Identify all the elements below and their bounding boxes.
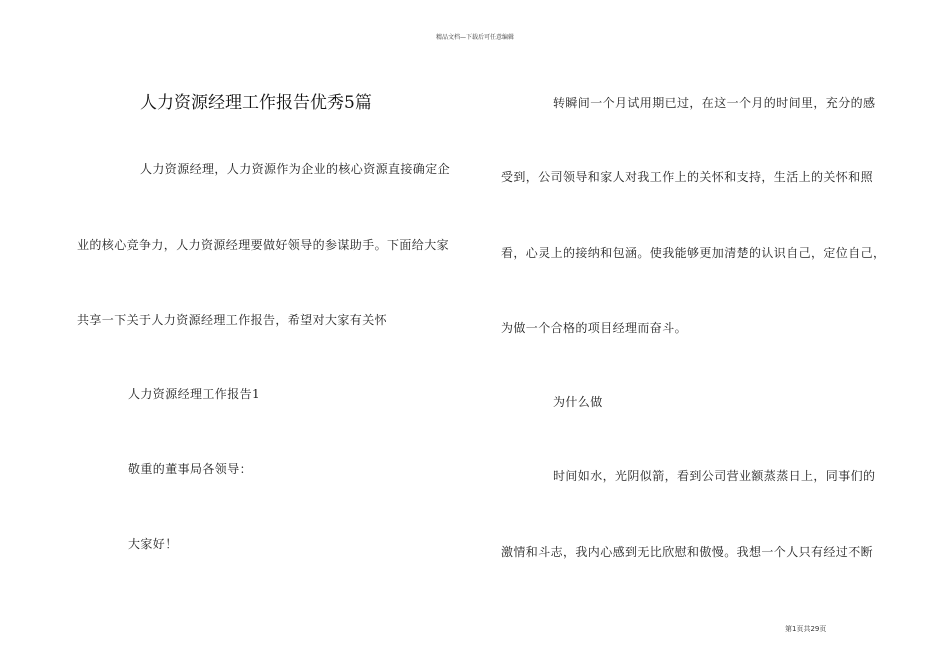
right-paragraph-line-5: 时间如水，光阴似箭，看到公司营业额蒸蒸日上，同事们的 <box>553 469 876 483</box>
right-paragraph-line-2: 受到，公司领导和家人对我工作上的关怀和支持，生活上的关怀和照 <box>501 170 874 184</box>
right-paragraph-line-4: 为做一个合格的项目经理而奋斗。 <box>501 321 688 335</box>
left-paragraph-line-3: 共享一下关于人力资源经理工作报告，希望对大家有关怀 <box>77 313 388 327</box>
document-title: 人力资源经理工作报告优秀5篇 <box>140 93 372 113</box>
right-subheading: 为什么做 <box>553 395 603 409</box>
page-footer: 第1页共29页 <box>785 625 827 633</box>
salutation: 敬重的董事局各领导： <box>128 462 253 476</box>
right-paragraph-line-3: 看，心灵上的接纳和包涵。使我能够更加清楚的认识自己，定位自己， <box>501 246 886 260</box>
right-paragraph-line-6: 激情和斗志，我内心感到无比欣慰和傲慢。我想一个人只有经过不断 <box>501 545 874 559</box>
greeting: 大家好！ <box>128 537 178 551</box>
right-paragraph-line-1: 转瞬间一个月试用期已过，在这一个月的时间里，充分的感 <box>553 96 876 110</box>
left-paragraph-line-2: 业的核心竞争力，人力资源经理要做好领导的参谋助手。下面给大家 <box>77 238 450 252</box>
left-paragraph-line-1: 人力资源经理，人力资源作为企业的核心资源直接确定企 <box>140 162 451 176</box>
section-heading: 人力资源经理工作报告1 <box>128 387 261 401</box>
header-note: 精品文档—下载后可任意编辑 <box>435 34 514 41</box>
